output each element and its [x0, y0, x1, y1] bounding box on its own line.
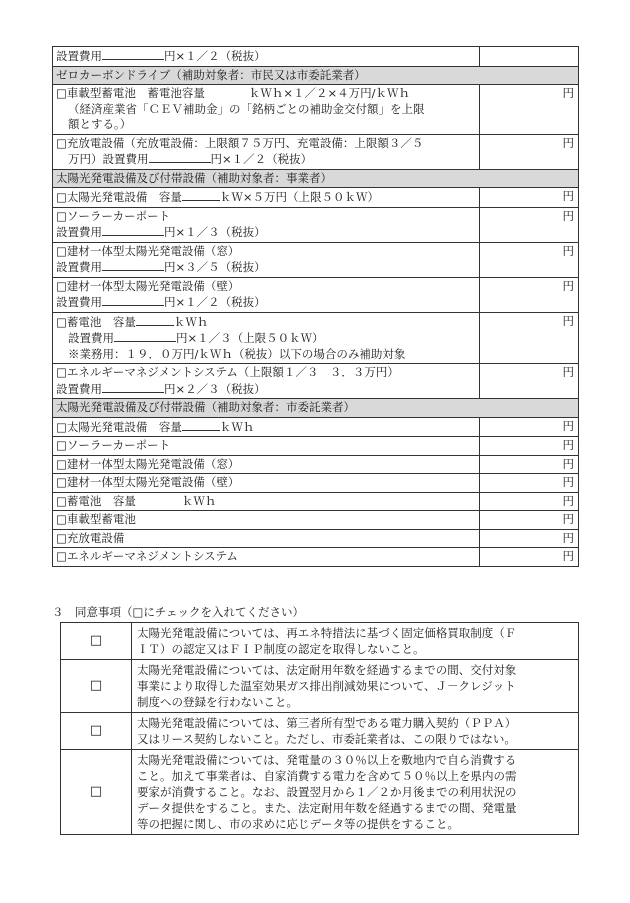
amount-cell[interactable]: 円 — [480, 134, 579, 169]
table-row — [53, 492, 579, 511]
capacity-blank[interactable] — [136, 314, 174, 326]
consent-row — [61, 713, 579, 750]
consent-text-1: 太陽光発電設備については、再エネ特措法に基づく固定価格買取制度（Ｆ ＩＴ）の認定又はＦＩＰ制度の認定を取得しないこと。 — [132, 623, 579, 660]
consent-row — [61, 750, 579, 835]
carport-item: □ソーラーカーポート 設置費用 円×１／３（税抜） — [53, 207, 480, 242]
table-row — [53, 364, 579, 399]
charger-item: □充放電設備（充放電設備：上限額７５万円、充電設備：上限額３／５ 万円）設置費用 円×１／２（税抜） — [53, 134, 480, 169]
consent-text-4: 太陽光発電設備については、発電量の３０％以上を敷地内で自ら消費する こと。加えて事業者は、自家消費する電力を含めて５０％以上を県内の需 要家が消費すること。なお、設置翌月から１／２か月後までの利用状況の データ提供をすること。また、法定耐用年数を経過するまでの間、発電量 等の把握に関し、市の求めに応じデータ等の提供をすること。 — [132, 750, 579, 835]
contractor-bipv-wall-checkbox[interactable]: □建材一体型太陽光発電設備（壁） — [53, 474, 480, 493]
bipv-window-item: □建材一体型太陽光発電設備（窓） 設置費用 円×３／５（税抜） — [53, 242, 480, 277]
table-row — [53, 529, 579, 548]
consent-text-3: 太陽光発電設備については、第三者所有型である電力購入契約（ＰＰＡ） 又はリース契約しないこと。ただし、市委託業者は、この限りではない。 — [132, 713, 579, 750]
amount-cell[interactable]: 円 — [480, 242, 579, 277]
amount-cell[interactable]: 円 — [480, 312, 579, 364]
contractor-charger-checkbox[interactable]: □充放電設備 — [53, 529, 480, 548]
table-row — [53, 548, 579, 567]
consent-checkbox-3[interactable]: □ — [61, 713, 132, 750]
contractor-solar-checkbox[interactable]: □太陽光発電設備 容量 — [56, 419, 182, 434]
table-row — [53, 474, 579, 493]
amount-cell[interactable]: 円 — [480, 85, 579, 135]
amount-blank[interactable] — [102, 48, 164, 60]
consent-checkbox-4[interactable]: □ — [61, 750, 132, 835]
table-row — [53, 312, 579, 364]
storage-checkbox[interactable]: □蓄電池 容量 — [56, 314, 136, 329]
contractor-carport-checkbox[interactable]: □ソーラーカーポート — [53, 437, 480, 456]
consent-text-2: 太陽光発電設備については、法定耐用年数を経過するまでの間、交付対象 事業により取得した温室効果ガス排出削減効果について、Ｊ－クレジット 制度への登録を行わないこと。 — [132, 660, 579, 713]
amount-cell[interactable] — [480, 47, 579, 67]
table-row — [53, 437, 579, 456]
amount-cell[interactable]: 円 — [480, 474, 579, 493]
amount-cell[interactable]: 円 — [480, 437, 579, 456]
consent-checkbox-1[interactable]: □ — [61, 623, 132, 660]
section-header-zero-carbon: ゼロカーボンドライブ（補助対象者：市民又は市委託業者） — [53, 66, 579, 85]
amount-blank[interactable] — [114, 330, 176, 342]
ev-battery-item: □車載型蓄電池 蓄電池容量 ｋＷｈ×１／２×４万円/ｋＷｈ （経済産業省「ＣＥＶ補助金」の「銘柄ごとの補助金交付額」を上限 額とする。） — [53, 85, 480, 135]
consent-row — [61, 623, 579, 660]
table-row — [53, 511, 579, 530]
table-row — [53, 277, 579, 312]
table-row — [53, 188, 579, 208]
consent-row — [61, 660, 579, 713]
amount-cell[interactable]: 円 — [480, 492, 579, 511]
amount-blank[interactable] — [102, 381, 164, 393]
consent-section-title: ３ 同意事項（□にチェックを入れてください） — [52, 605, 305, 619]
consent-checkbox-2[interactable]: □ — [61, 660, 132, 713]
section-header-solar-contractor: 太陽光発電設備及び付帯設備（補助対象者：市委託業者） — [53, 399, 579, 418]
amount-cell[interactable]: 円 — [480, 277, 579, 312]
amount-cell[interactable]: 円 — [480, 529, 579, 548]
amount-cell[interactable]: 円 — [480, 417, 579, 437]
amount-cell[interactable]: 円 — [480, 207, 579, 242]
bipv-window-checkbox[interactable]: □建材一体型太陽光発電設備（窓） — [56, 243, 240, 258]
contractor-ems-checkbox[interactable]: □エネルギーマネジメントシステム — [53, 548, 480, 567]
bipv-wall-checkbox[interactable]: □建材一体型太陽光発電設備（壁） — [56, 278, 240, 293]
amount-blank[interactable] — [102, 224, 164, 236]
amount-cell[interactable]: 円 — [480, 511, 579, 530]
ems-checkbox[interactable]: □エネルギーマネジメントシステム（上限額１／３ ３．３万円） — [56, 365, 399, 379]
amount-cell[interactable]: 円 — [480, 548, 579, 567]
carport-checkbox[interactable]: □ソーラーカーポート — [56, 208, 171, 223]
charger-checkbox[interactable]: □充放電設備（充放電設備：上限額７５万円、充電設備：上限額３／５ — [56, 135, 424, 150]
table-row — [53, 85, 579, 135]
storage-item: □蓄電池 容量 ｋＷｈ 設置費用 円×１／３（上限５０ｋＷ） ※業務用：１９．０万円/ｋＷｈ（税抜）以下の場合のみ補助対象 — [53, 312, 480, 364]
table-row — [53, 207, 579, 242]
ev-battery-checkbox[interactable]: □車載型蓄電池 蓄電池容量 — [56, 86, 205, 100]
table-row — [53, 455, 579, 474]
amount-blank[interactable] — [102, 294, 164, 306]
bipv-wall-item: □建材一体型太陽光発電設備（壁） 設置費用 円×１／２（税抜） — [53, 277, 480, 312]
table-row — [53, 242, 579, 277]
capacity-blank[interactable] — [182, 189, 220, 201]
amount-blank[interactable] — [102, 259, 164, 271]
ems-item: □エネルギーマネジメントシステム（上限額１／３ ３．３万円） 設置費用 円×２／３（税抜） — [53, 364, 480, 399]
solar-item: □太陽光発電設備 容量 ｋＷ×５万円（上限５０ｋＷ） — [53, 188, 480, 208]
amount-cell[interactable]: 円 — [480, 364, 579, 399]
consent-table — [60, 622, 579, 835]
subsidy-table — [52, 46, 579, 567]
contractor-solar-item: □太陽光発電設備 容量 ｋＷｈ — [53, 417, 480, 437]
table-row — [53, 134, 579, 169]
table-row — [53, 47, 579, 67]
contractor-bipv-window-checkbox[interactable]: □建材一体型太陽光発電設備（窓） — [53, 455, 480, 474]
amount-blank[interactable] — [149, 151, 211, 163]
contractor-ev-battery-checkbox[interactable]: □車載型蓄電池 — [53, 511, 480, 530]
solar-checkbox[interactable]: □太陽光発電設備 容量 — [56, 190, 182, 204]
capacity-blank[interactable] — [182, 419, 220, 431]
section-header-solar-business: 太陽光発電設備及び付帯設備（補助対象者：事業者） — [53, 169, 579, 188]
amount-cell[interactable]: 円 — [480, 188, 579, 208]
table-row — [53, 417, 579, 437]
contractor-storage-checkbox[interactable]: □蓄電池 容量 ｋＷｈ — [53, 492, 480, 511]
setup-cost-row: 設置費用 円×１／２（税抜） — [53, 47, 480, 67]
amount-cell[interactable]: 円 — [480, 455, 579, 474]
